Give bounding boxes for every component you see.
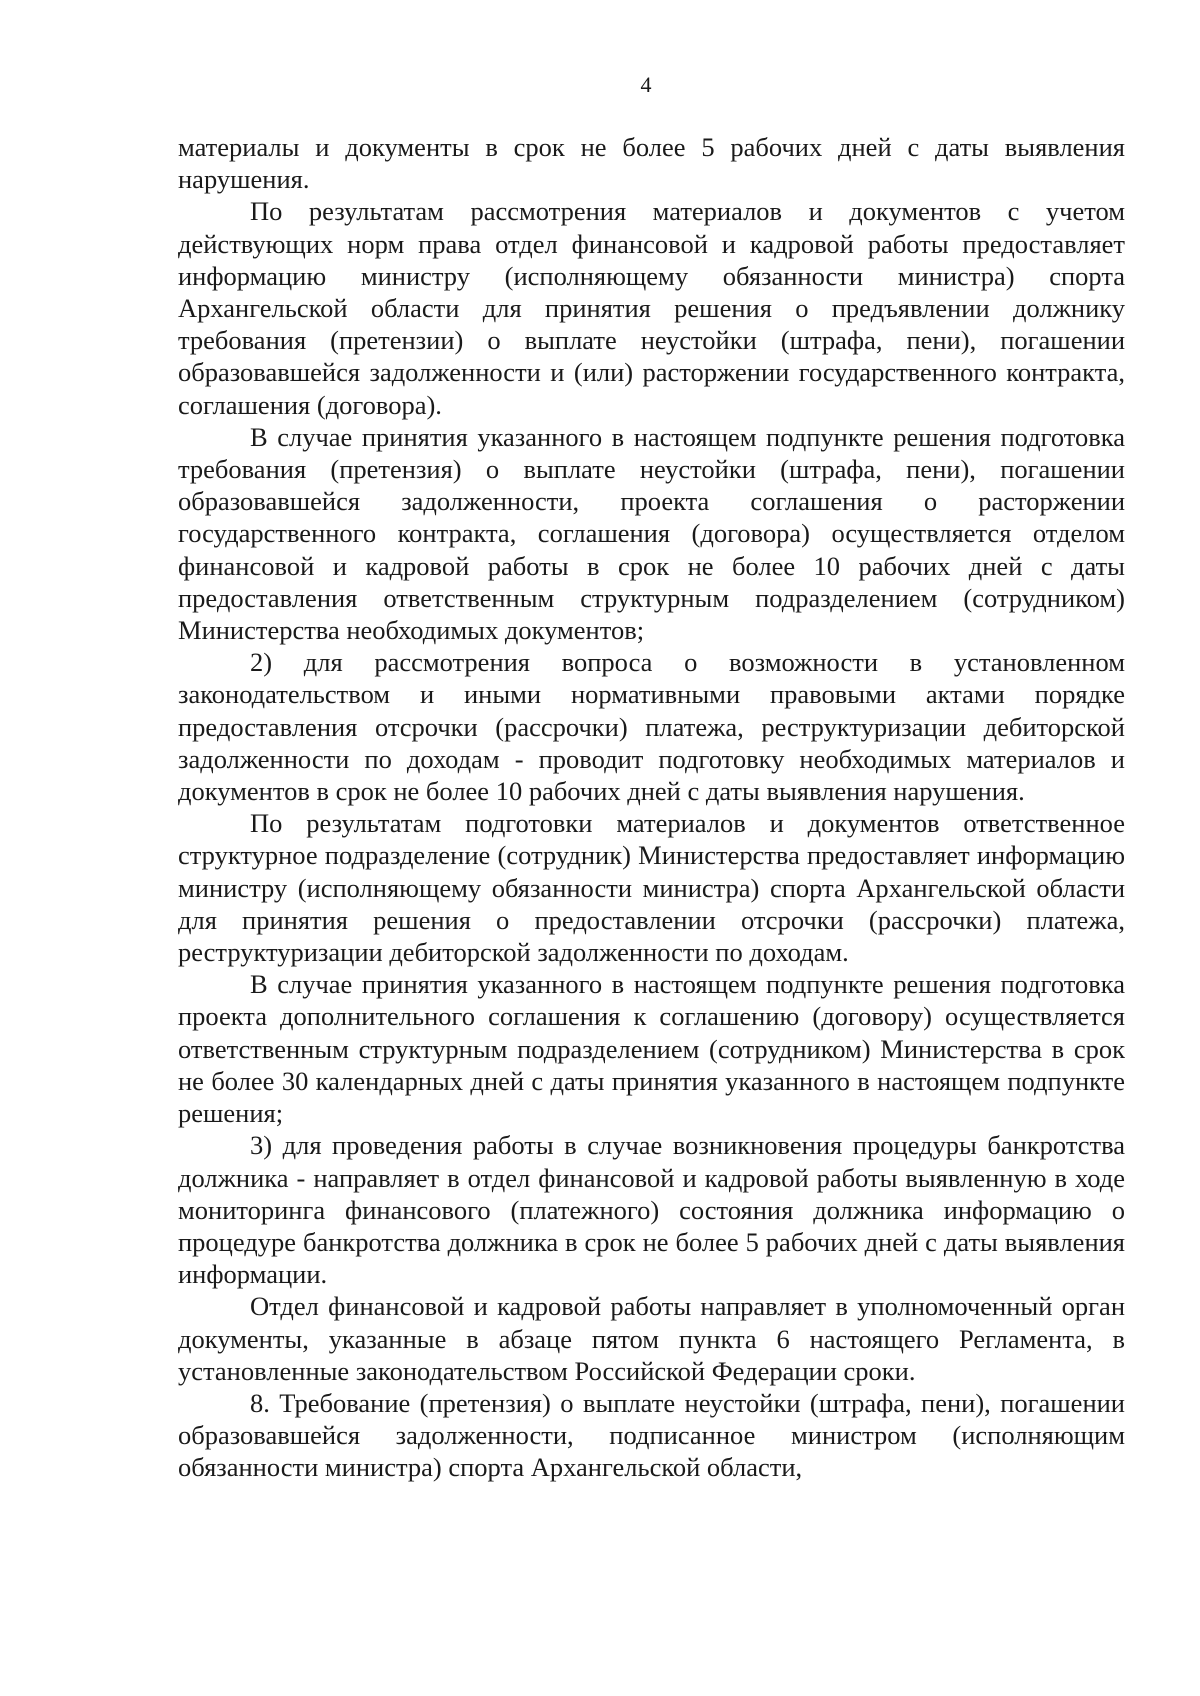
paragraph: Отдел финансовой и кадровой работы направляет в уполномоченный орган документы, указанные в абзаце пятом пункта 6 настоящего Регламента, в установленные законодательством Российской Федерации сроки. <box>178 1291 1125 1386</box>
paragraph-item-2: 2) для рассмотрения вопроса о возможности в установленном законодательством и иными нормативными правовыми актами порядке предоставления отсрочки (рассрочки) платежа, реструктуризации дебиторской задолженности по доходам - проводит подготовку необходимых материалов и документов в срок не более 10 рабочих дней с даты выявления нарушения. <box>178 647 1125 807</box>
document-body <box>178 131 1125 1484</box>
paragraph-section-8: 8. Требование (претензия) о выплате неустойки (штрафа, пени), погашении образовавшейся задолженности, подписанное министром (исполняющим обязанности министра) спорта Архангельской области, <box>178 1387 1125 1483</box>
paragraph: В случае принятия указанного в настоящем подпункте решения подготовка требования (претензия) о выплате неустойки (штрафа, пени), погашении образовавшейся задолженности, проекта соглашения о расторжении государственного контракта, соглашения (договора) осуществляется отделом финансовой и кадровой работы в срок не более 10 рабочих дней с даты предоставления ответственным структурным подразделением (сотрудником) Министерства необходимых документов; <box>178 421 1125 646</box>
paragraph: В случае принятия указанного в настоящем подпункте решения подготовка проекта дополнительного соглашения к соглашению (договору) осуществляется ответственным структурным подразделением (сотрудником) Министерства в срок не более 30 календарных дней с даты принятия указанного в настоящем подпункте решения; <box>178 969 1125 1129</box>
paragraph-item-3: 3) для проведения работы в случае возникновения процедуры банкротства должника - направляет в отдел финансовой и кадровой работы выявленную в ходе мониторинга финансового (платежного) состояния должника информацию о процедуре банкротства должника в срок не более 5 рабочих дней с даты выявления информации. <box>178 1130 1125 1290</box>
page-number: 4 <box>640 72 652 97</box>
paragraph-continuation: материалы и документы в срок не более 5 рабочих дней с даты выявления нарушения. <box>178 132 1125 195</box>
paragraph: По результатам подготовки материалов и документов ответственное структурное подразделение (сотрудник) Министерства предоставляет информацию министру (исполняющему обязанности министра) спорта Архангельской области для принятия решения о предоставлении отсрочки (рассрочки) платежа, реструктуризации дебиторской задолженности по доходам. <box>178 808 1125 968</box>
paragraph: По результатам рассмотрения материалов и документов с учетом действующих норм права отдел финансовой и кадровой работы предоставляет информацию министру (исполняющему обязанности министра) спорта Архангельской области для принятия решения о предъявлении должнику требования (претензии) о выплате неустойки (штрафа, пени), погашении образовавшейся задолженности и (или) расторжении государственного контракта, соглашения (договора). <box>178 196 1125 420</box>
